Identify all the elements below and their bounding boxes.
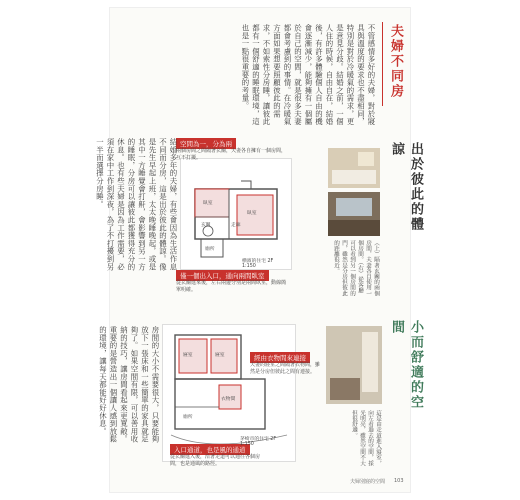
page-number: 103 xyxy=(394,478,404,484)
plan-callout-bottom-note: 從玄關進來後，左右兩邊分別是兩間臥室，動線簡單明確。 xyxy=(176,280,287,293)
section-title-separate-rooms: 夫婦不同房 xyxy=(388,24,403,99)
floor-plan-yokohama xyxy=(180,158,292,270)
plan2-name: 茅崎市的住宅 2F xyxy=(240,437,277,442)
plan-label-entry: 玄關 xyxy=(201,223,211,228)
title-rule xyxy=(382,22,383,106)
section-b-body: 結婚多年的夫婦，有些會因為生活作息不同而分房，這是出於彼此的體諒。像是先生早起上班，太太晚睡晚起，或是其中一方睡覺會打鼾，會影響到另一方的睡眠，分房可以讓彼此都獲得充分的休息。也有些夫婦是因為工作需要，必須在家中工作到深夜，為了不打擾到另一半而選擇分房睡。 xyxy=(95,138,178,271)
plan2-label-toilet: 廁所 xyxy=(183,415,193,420)
plan2-label-bedroom-a: 寢室 xyxy=(183,353,193,358)
bedroom-photo-top xyxy=(328,148,380,188)
bedroom-photo-bottom xyxy=(328,192,380,236)
book-page xyxy=(95,8,423,492)
section-b-photo-caption: （上）隔著玄關的兩個房間，夫妻各自使用一個房間。（右）從客廳可以看到另一個房間的門，雖然是分房但彼此的距離很近。 xyxy=(333,240,379,296)
plan-label-bedroom-b: 臥室 xyxy=(247,211,257,216)
plan-callout-top-note: 兩個房間之間隔著玄關，夫妻各自擁有一個房間，互不打擾。 xyxy=(176,148,287,161)
plan-label-bedroom-a: 臥室 xyxy=(203,201,213,206)
plan2-callout-mid-note: 夫妻的寢室之間隔著衣物間，雖然是分房但彼此之間有連接。 xyxy=(250,362,321,375)
plan2-callout-mid: 經由衣物間來連接 xyxy=(250,352,310,363)
plan-callout-top: 空間為一，分為兩 xyxy=(176,138,236,149)
plan2-label-closet: 衣物間 xyxy=(221,397,236,402)
plan-label-toilet: 廁所 xyxy=(205,247,215,252)
plan2-label-bedroom-b: 寢室 xyxy=(215,353,225,358)
section-c-body: 房間的大小不需要很大，只要能夠放下一張床和一些簡單的家具就足夠了。如果空間有限，可以善用收納的技巧，讓房間看起來更寬敞。重要的是營造出一個讓人感到放鬆的環境，讓每天都能好好休息。 xyxy=(98,326,160,443)
plan2-scale: 1:150 xyxy=(240,442,254,447)
floor-plan-drawing xyxy=(181,159,291,269)
plan-scale: 1:150 xyxy=(242,264,256,269)
plan-name: 横濱的住宅 2F xyxy=(242,259,274,264)
plan-callout-bottom: 僅一個出入口，通向兩間臥室 xyxy=(176,270,269,281)
plan2-callout-bottom: 入口通道，也是風的通道 xyxy=(170,444,250,455)
plan-label-hall: 走廊 xyxy=(231,223,241,228)
section-title-consideration: 出於彼此的體諒 xyxy=(389,142,423,232)
small-room-photo xyxy=(326,326,382,404)
section-a-body: 不管感情多好的夫婦，對於寢具與溫度的要求也不盡相同，特別是對於冷暖氣的需求，更是意見分歧。結婚之前，一個人住的時候，自由自在，結婚後，有許多體驗個人自由的機會逐漸減少，能夠擁有一個屬於自己的空間，就是很多夫妻都會考慮到的事情。在冷暖氣方面如果想要照顧彼此的需求，不如索性分房睡，讓彼此都有一個舒適的睡眠環境，這也是一點很重要的考量。 xyxy=(241,24,376,126)
section-c-photo-caption: 這是由走道進入寢室，向左看過去的空間，採光明亮，雖然空間不大但很舒適。 xyxy=(351,410,381,466)
folio-title: 夫婦別寢的空間 xyxy=(350,479,386,485)
section-title-cozy-space: 小而舒適的空間 xyxy=(389,320,423,410)
plan2-callout-bottom-note: 從玄關進入後，沿著走道可以通往各個房間，也是通風的路徑。 xyxy=(170,454,261,467)
